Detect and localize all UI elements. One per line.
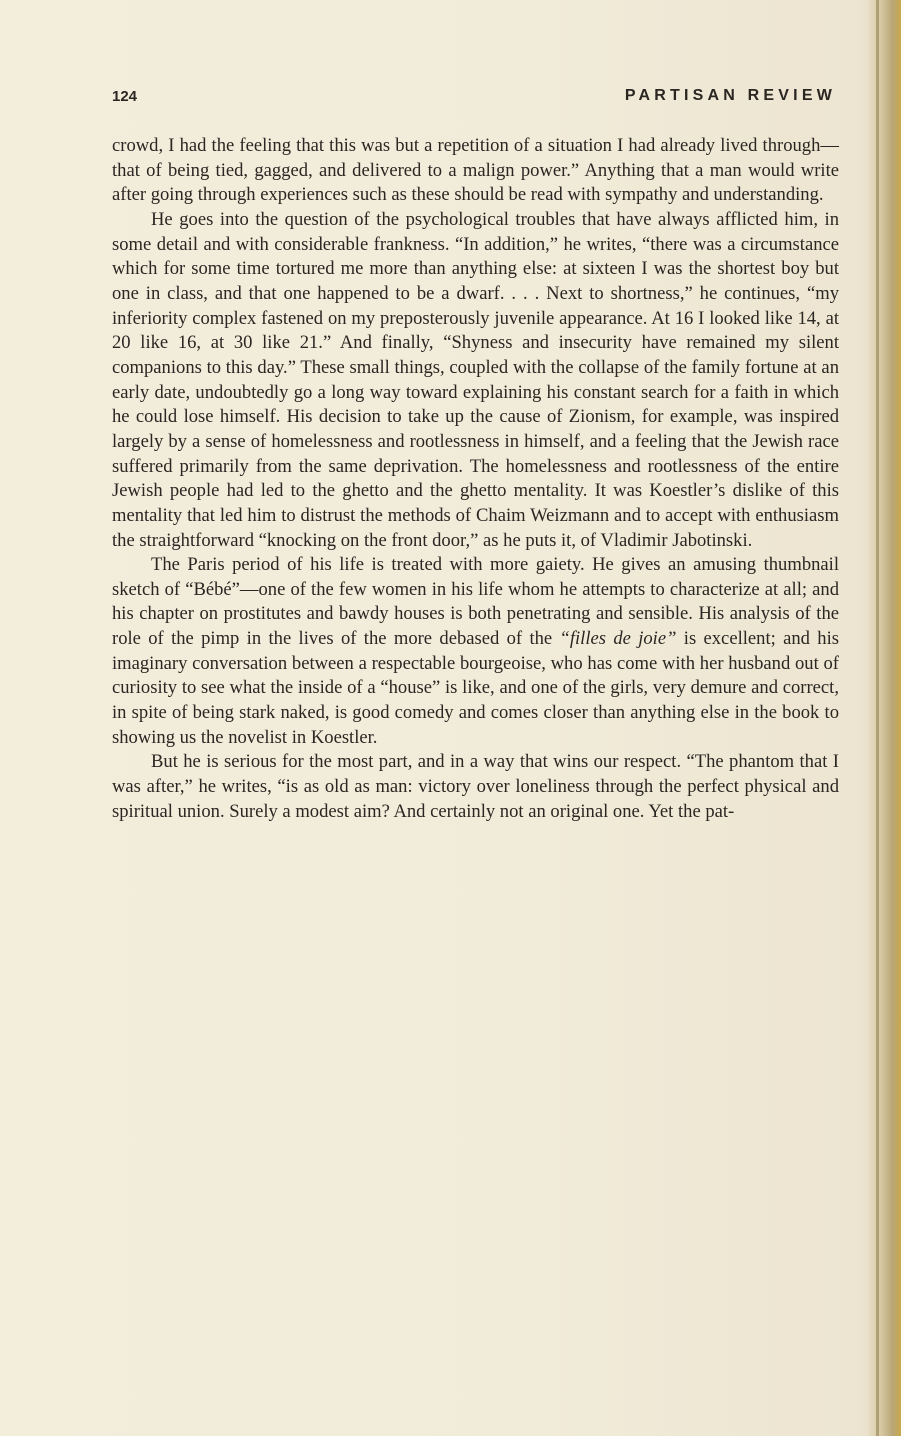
paragraph-text: He goes into the question of the psychological troubles that have always afflicted him, in some detail and with considerable frankness. “In addition,” he writes, “there was a circumstance which for some time tortured me more than anything else: at sixteen I was the shortest boy but one in class, and that one happened to be a dwarf. . . . Next to shortness,” he continues, “my inferiority complex fastened on my preposterously juvenile appearance. At 16 I looked like 14, at 20 like 16, at 30 like 21.” And finally, “Shyness and insecurity have remained my silent companions to this day.” These small things, coupled with the collapse of the family fortune at an early date, undoubtedly go a long way toward explaining his constant search for a faith in which he could lose himself. His decision to take up the cause of Zionism, for example, was inspired largely by a sense of homelessness and rootlessness in himself, and a feeling that the Jewish race suffered primarily from the same deprivation. The homelessness and rootlessness of the entire Jewish people had led to the ghetto and the ghetto mentality. It was Koestler’s dislike of this mentality that led him to distrust the methods of Chaim Weizmann and to accept with enthusiasm the straightforward “knocking on the front door,” as he puts it, of Vladimir Jabotinski.: [112, 208, 839, 551]
paragraph-1: [112, 134, 839, 208]
page-header: [112, 86, 836, 110]
paragraph-text: The Paris period of his life is treated with more gaiety. He gives an amusing thumbnail sketch of “Bébé”—one of the few women in his life whom he attempts to characterize at all; and his chapter on prostitutes and bawdy houses is both penetrating and sensible. His analysis of the role of the pimp in the lives of the more debased of the: [112, 554, 839, 650]
page-edge-binding: [867, 0, 901, 1436]
page-edge-line: [876, 0, 879, 1436]
paragraph-text: crowd, I had the feeling that this was but a repetition of a situation I had already lived through—that of being tied, gagged, and delivered to a malign power.” Anything that a man would write after going through experiences such as these should be read with sympathy and understanding.: [112, 135, 839, 206]
paragraph-2: [112, 208, 839, 553]
page-number: 124: [112, 88, 138, 105]
paragraph-text: is excellent; and his imaginary conversation between a respectable bourgeoise, who has come with her husband out of curiosity to see what the inside of a “house” is like, and one of the girls, very demure and correct, in spite of being stark naked, is good comedy and comes closer than anything else in the book to showing us the novelist in Koestler.: [112, 628, 839, 748]
paragraph-text: But he is serious for the most part, and in a way that wins our respect. “The phantom that I was after,” he writes, “is as old as man: victory over loneliness through the perfect physical and spiritual union. Surely a modest aim? And certainly not an original one. Yet the pat-: [112, 751, 839, 822]
running-head: PARTISAN REVIEW: [624, 87, 836, 104]
paragraph-3: [112, 553, 839, 750]
italic-phrase: “filles de joie”: [559, 628, 677, 650]
body-text: [112, 134, 839, 824]
paragraph-4: [112, 750, 839, 824]
